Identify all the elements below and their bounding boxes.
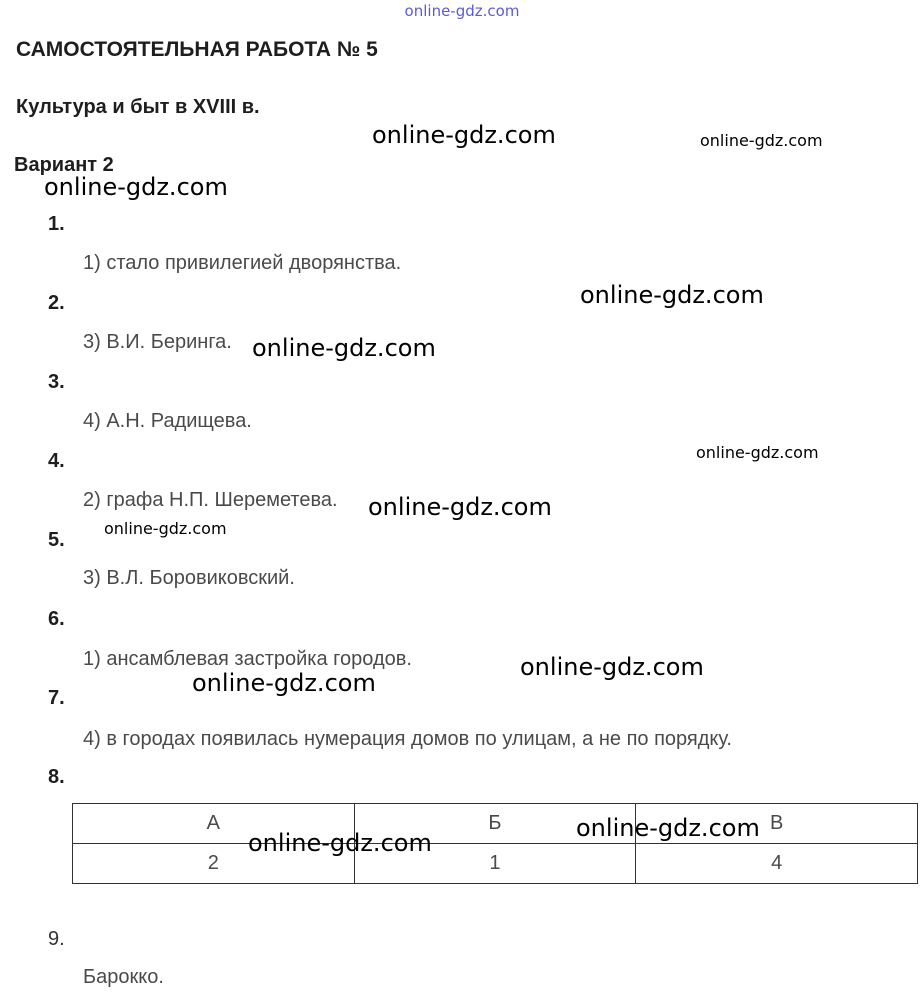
watermark: online-gdz.com bbox=[248, 829, 432, 857]
site-watermark-top: online-gdz.com bbox=[404, 2, 520, 20]
table-value-v: 4 bbox=[636, 844, 918, 884]
question-4-answer: 2) графа Н.П. Шереметева. bbox=[83, 489, 338, 511]
variant-label: Вариант 2 bbox=[14, 154, 114, 176]
question-7-answer: 4) в городах появилась нумерация домов по улицам, а не по порядку. bbox=[83, 728, 732, 750]
watermark: online-gdz.com bbox=[580, 281, 764, 309]
question-3-answer: 4) А.Н. Радищева. bbox=[83, 410, 252, 432]
question-8-number: 8. bbox=[48, 766, 65, 788]
question-2-number: 2. bbox=[48, 292, 65, 314]
watermark: online-gdz.com bbox=[104, 519, 227, 538]
table-value-row bbox=[73, 844, 918, 884]
question-3-number: 3. bbox=[48, 371, 65, 393]
question-2-answer: 3) В.И. Беринга. bbox=[83, 331, 232, 353]
question-8-table bbox=[72, 803, 918, 884]
watermark: online-gdz.com bbox=[700, 131, 823, 150]
page-subtitle: Культура и быт в XVIII в. bbox=[16, 96, 260, 118]
question-1-number: 1. bbox=[48, 213, 65, 235]
table-value-a: 2 bbox=[73, 844, 355, 884]
page-title: САМОСТОЯТЕЛЬНАЯ РАБОТА № 5 bbox=[16, 38, 378, 61]
watermark: online-gdz.com bbox=[372, 121, 556, 149]
table-value-b: 1 bbox=[354, 844, 636, 884]
table-header-v: В bbox=[636, 804, 918, 844]
watermark: online-gdz.com bbox=[520, 653, 704, 681]
question-5-answer: 3) В.Л. Боровиковский. bbox=[83, 567, 295, 589]
watermark: online-gdz.com bbox=[368, 493, 552, 521]
question-9-number: 9. bbox=[48, 928, 65, 950]
watermark: online-gdz.com bbox=[696, 443, 819, 462]
watermark: online-gdz.com bbox=[44, 173, 228, 201]
question-6-answer: 1) ансамблевая застройка городов. bbox=[83, 648, 412, 670]
watermark: online-gdz.com bbox=[192, 669, 376, 697]
watermark: online-gdz.com bbox=[576, 814, 760, 842]
question-7-number: 7. bbox=[48, 687, 65, 709]
table-header-a: А bbox=[73, 804, 355, 844]
question-6-number: 6. bbox=[48, 608, 65, 630]
question-9-answer: Барокко. bbox=[83, 966, 164, 988]
table-header-row bbox=[73, 804, 918, 844]
watermark: online-gdz.com bbox=[252, 334, 436, 362]
table-header-b: Б bbox=[354, 804, 636, 844]
question-1-answer: 1) стало привилегией дворянства. bbox=[83, 252, 402, 274]
question-5-number: 5. bbox=[48, 529, 65, 551]
question-4-number: 4. bbox=[48, 450, 65, 472]
